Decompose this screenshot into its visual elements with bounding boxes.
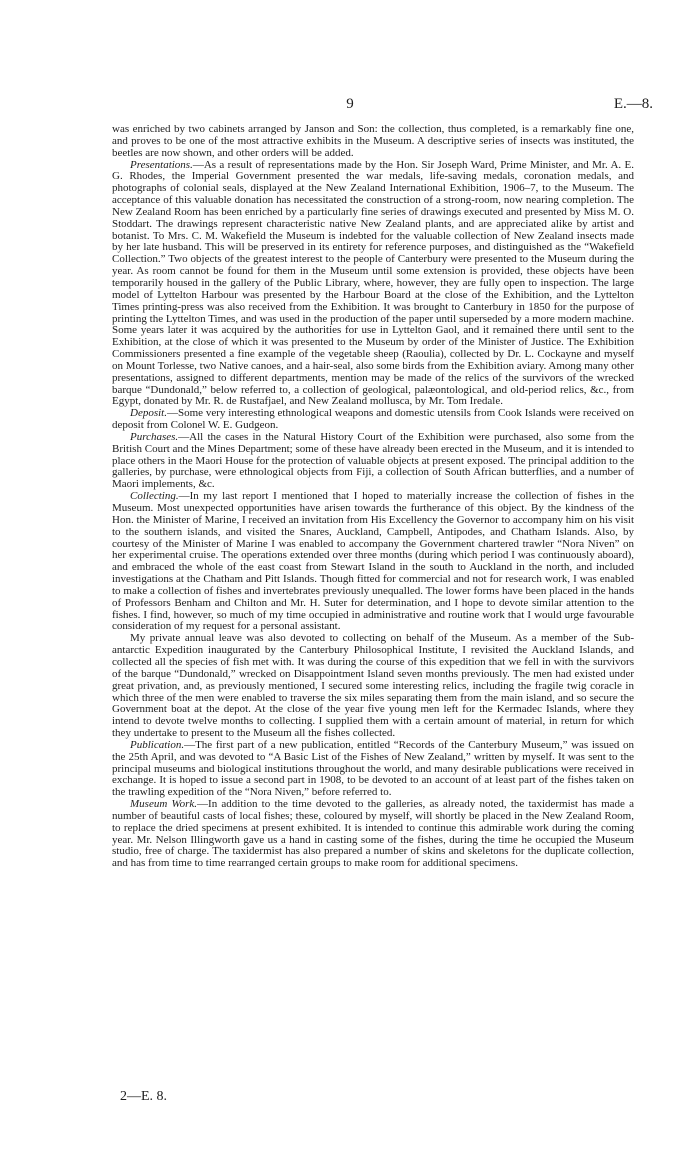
page-number: 9: [346, 96, 354, 112]
paragraph-text: My private annual leave was also devoted to collecting on behalf of the Museum. As a member of the Sub-antarctic Expedition inaugurated by the Canterbury Philosophical Institute, I revisited the Auckland Islands, and collected all the species of fish met with. It was during the course of this expedition that we fell in with the survivors of the barque “Dundonald,” wrecked on Disappointment Island seven months previously. The men had existed under great privation, and, as previously mentioned, I secured some interesting relics, including the fragile twig coracle in which three of the men were enabled to traverse the six miles separating them from the main island, and so secure the Government boat at the depot. At the close of the year five young men left for the Kermadec Islands, where they intend to devote twelve months to collecting. I supplied them with a certain amount of material, in return for which they undertake to present to the Museum all the fishes collected.: [112, 632, 634, 740]
report-code: E.—8.: [613, 96, 653, 112]
paragraph-text: —Some very interesting ethnological weapons and domestic utensils from Cook Islands were received on deposit from Colonel W. E. Gudgeon.: [112, 407, 634, 432]
paragraph-collecting: [112, 491, 634, 633]
paragraph-annual-leave: [112, 633, 634, 740]
paragraph-text: —As a result of representations made by the Hon. Sir Joseph Ward, Prime Minister, and Mr. A. E. G. Rhodes, the Imperial Government presented the war medals, life-saving medals, coronation medals, and photographs of colonial seals, displayed at the New Zealand International Exhibition, 1906–7, to the Museum. The acceptance of this valuable donation has necessitated the construction of a strong-room, now nearing completion. The New Zealand Room has been enriched by a particularly fine series of drawings executed and presented by Miss M. O. Stoddart. The drawings represent characteristic native New Zealand plants, and are appreciated alike by artist and botanist. To Mrs. C. M. Wakefield the Museum is indebted for the valuable collection of New Zealand insects made by her late husband. This will be preserved in its entirety for reference purposes, and distinguished as the “Wakefield Collection.” Two objects of the greatest interest to the people of Canterbury were presented to the Museum during the year. As room cannot be found for them in the Museum until some extension is provided, these objects have been temporarily housed in the gallery of the Public Library, where, however, they are fully open to inspection. The large model of Lyttelton Harbour was presented by the Harbour Board at the close of the Exhibition, and the Lyttelton Times printing-press was also received from the Exhibition. It was brought to Canterbury in 1850 for the purpose of printing the Lyttelton Times, and was used in the production of the paper until superseded by a more modern machine. Some years later it was acquired by the authorities for use in Lyttelton Gaol, and it remained there until sent to the Exhibition, at the close of which it was presented to the Museum by order of the Minister of Justice. The Exhibition Commissioners presented a fine example of the vegetable sheep (Raoulia), collected by Dr. L. Cockayne and myself on Mount Torlesse, two Native canoes, and a hair-seal, also some birds from the Exhibition aviary. Among many other presentations, assigned to different departments, mention may be made of the relics of the survivors of the wrecked barque “Dundonald,” below referred to, a collection of geological, palæontological, and old-period relics, &c., from Egypt, donated by Mr. R. de Rustafjael, and New Zealand mollusca, by Mr. Tom Iredale.: [112, 158, 634, 408]
section-heading: Collecting.: [130, 490, 179, 503]
section-heading: Purchases.: [130, 430, 179, 443]
section-heading: Presentations.: [130, 158, 193, 171]
paragraph-presentations: [112, 160, 634, 409]
section-heading: Publication.: [130, 738, 185, 751]
paragraph-text: was enriched by two cabinets arranged by Janson and Son: the collection, thus completed, is a remarkably fine one, and proves to be one of the most attractive exhibits in the Museum. A descriptive series of insects was instituted, the beetles are now shown, and other orders will be added.: [112, 123, 634, 159]
body-text: [112, 124, 634, 870]
paragraph-publication: [112, 740, 634, 799]
paragraph-deposit: [112, 408, 634, 432]
paragraph-text: —In my last report I mentioned that I hoped to materially increase the collection of fishes in the Museum. Most unexpected opportunities have arisen towards the furtherance of this object. By the kindness of the Hon. the Minister of Marine, I received an invitation from His Excellency the Governor to accompany him on his visit to the southern islands, and visited the Snares, Auckland, Campbell, Antipodes, and Chatham Islands. Also, by courtesy of the Minister of Marine I was enabled to accompany the Government chartered trawler “Nora Niven” on her experimental cruise. The operations extended over three months (during which period I was continuously aboard), and embraced the whole of the east coast from Stewart Island in the south to Auckland in the north, and included investigations at the Chatham and Pitt Islands. Though fitted for commercial and not for research work, I was enabled to make a collection of fishes and invertebrates previously unequalled. The lower forms have been placed in the hands of Professors Benham and Chilton and Mr. H. Suter for determination, and I hope to devote similar attention to the fishes. I find, however, so much of my time occupied in administrative and routine work that I would urge favourable consideration of my request for a personal assistant.: [112, 490, 634, 633]
paragraph-text: —In addition to the time devoted to the galleries, as already noted, the taxidermist has made a number of beautiful casts of local fishes; these, coloured by myself, will shortly be placed in the New Zealand Room, to replace the dried specimens at present exhibited. It is intended to continue this admirable work during the coming year. Mr. Nelson Illingworth gave us a hand in casting some of the fishes, during the time he occupied the Museum studio, free of charge. The taxidermist has also prepared a number of skins and skeletons for the duplicate collection, and has from time to time rearranged certain groups to make room for additional specimens.: [112, 798, 634, 870]
section-heading: Deposit.: [130, 407, 167, 420]
signature-mark: 2—E. 8.: [120, 1089, 168, 1104]
section-heading: Museum Work.: [130, 798, 198, 811]
paragraph-text: —The first part of a new publication, entitled “Records of the Canterbury Museum,” was issued on the 25th April, and was devoted to “A Basic List of the Fishes of New Zealand,” written by myself. It was sent to the principal museums and biological institutions throughout the world, and many desirable publications were received in exchange. It is hoped to issue a second part in 1908, to be devoted to an account of at least part of the fishes taken on the trawling expedition of the “Nora Niven,” before referred to.: [112, 738, 634, 799]
paragraph-opening: [112, 124, 634, 160]
paragraph-museum-work: [112, 799, 634, 870]
paragraph-purchases: [112, 432, 634, 491]
paragraph-text: —All the cases in the Natural History Court of the Exhibition were purchased, also some from the British Court and the Mines Department; some of these have already been erected in the Museum, and it is intended to place others in the Maori House for the protection of valuable objects at present exposed. The principal addition to the galleries, by purchase, were ethnological objects from Fiji, a collection of South African butterflies, and a number of Maori implements, &c.: [112, 430, 634, 491]
